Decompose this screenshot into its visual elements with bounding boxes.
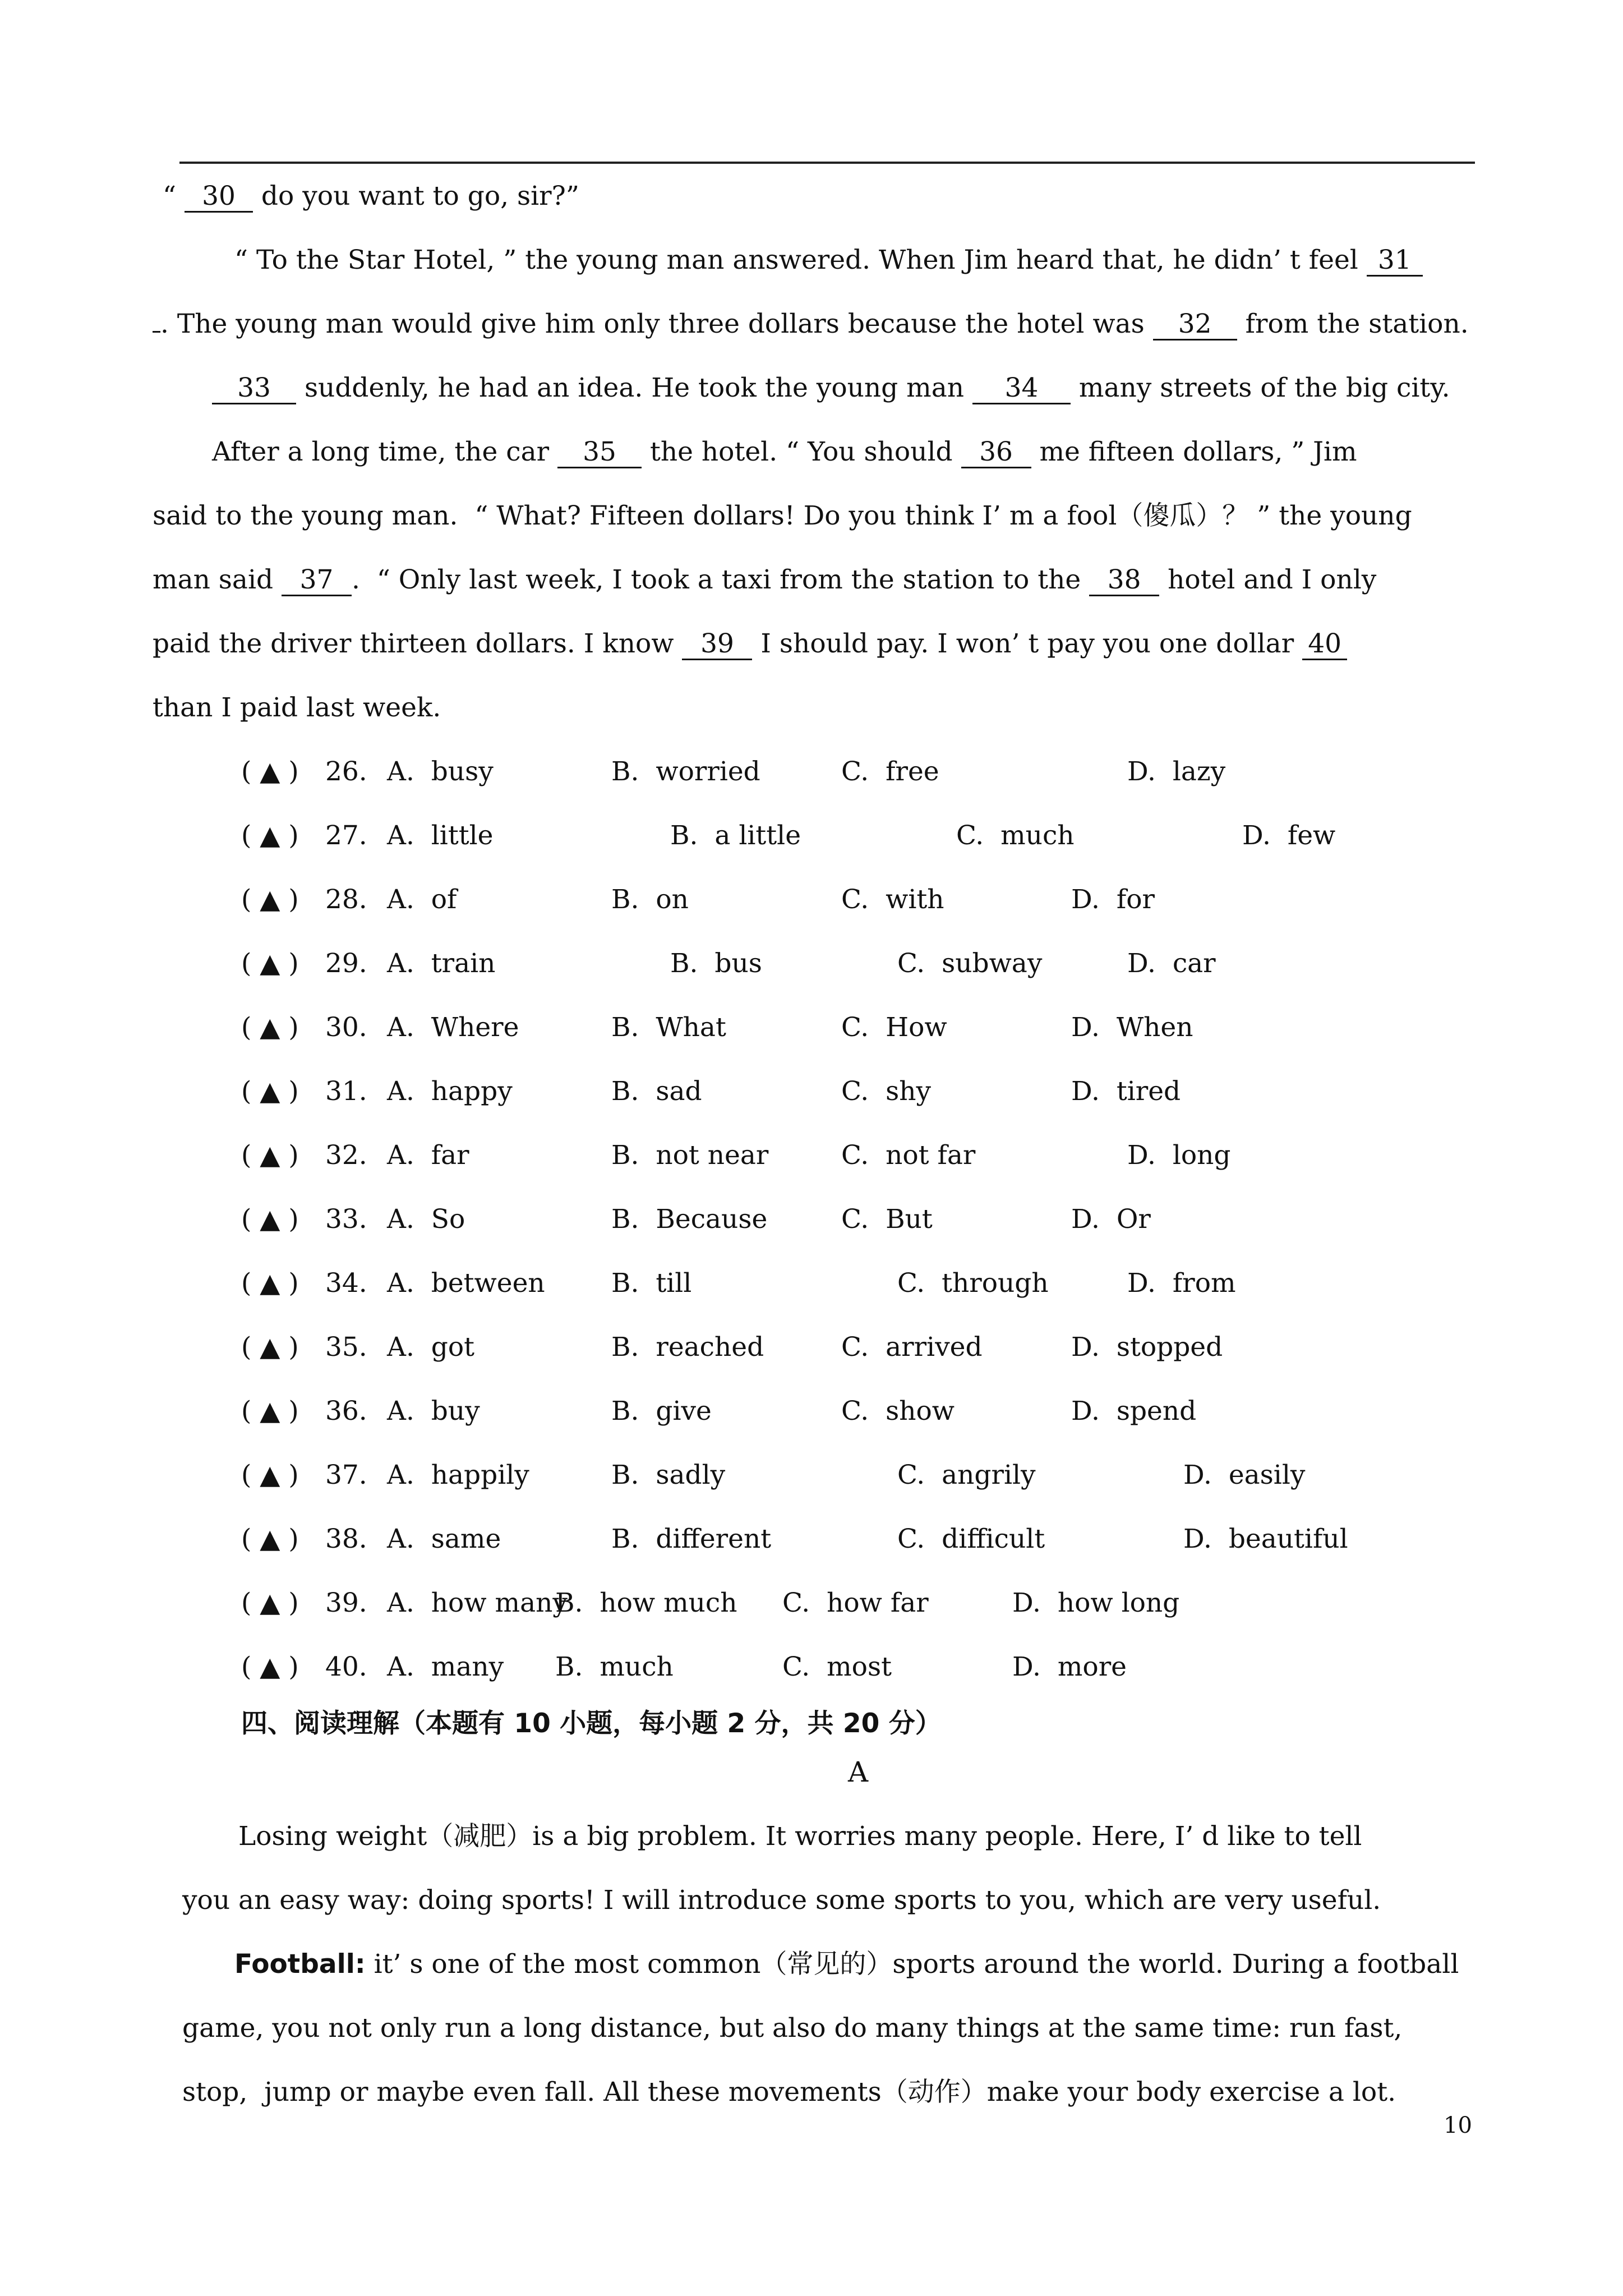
option-c: C. with [841,884,944,915]
option-d: D. from [1127,1268,1236,1299]
option-a: A. got [387,1332,475,1363]
option-a: A. how many [387,1588,568,1618]
option-b: B. a little [670,820,801,851]
answer-bracket: ( ▲ ) [241,756,299,787]
option-d: D. Or [1071,1204,1151,1235]
option-a: A. between [387,1268,545,1299]
question-number: 39. [325,1588,367,1618]
option-c: C. subway [897,948,1043,979]
option-b: B. how much [555,1588,737,1618]
option-c: C. arrived [841,1332,983,1363]
option-d: D. long [1127,1140,1231,1171]
reading-line-5: stop, jump or maybe even fall. All these movements（动作）make your body exercise a lot. [182,2077,1396,2108]
passage-line-7: man said 37 . “ Only last week, I took a taxi from the station to the 38 hotel and I only [153,564,1377,595]
passage-line-4: 33 suddenly, he had an idea. He took the young man 34 many streets of the big city. [212,371,1450,405]
blank-31: 31 [1367,246,1423,277]
option-c: C. how far [782,1588,929,1618]
passage-line-5: After a long time, the car 35 the hotel. “ You should 36 me fifteen dollars, ” Jim [212,436,1357,467]
blank-37: 37 [282,565,352,596]
blank-40: 40 [1302,629,1347,660]
option-b: B. sad [611,1076,702,1107]
passage-line-9: than I paid last week. [153,692,441,723]
option-b: B. on [611,884,689,915]
blank-38: 38 [1089,565,1159,596]
answer-bracket: ( ▲ ) [241,820,299,851]
question-row [0,1331,1623,1364]
blank-36: 36 [961,438,1031,468]
option-a: A. train [387,948,496,979]
option-c: C. much [956,820,1075,851]
option-b: B. give [611,1396,712,1427]
option-c: C. show [841,1396,955,1427]
question-number: 38. [325,1524,367,1554]
option-a: A. Where [387,1012,519,1043]
question-row [0,1395,1623,1428]
option-d: D. for [1071,884,1155,915]
reading-line-3: Football: it’ s one of the most common（常见的）sports around the world. During a football [234,1949,1459,1980]
header-rule [179,162,1475,164]
question-number: 32. [325,1140,367,1171]
option-d: D. spend [1071,1396,1197,1427]
blank-31-continuation [153,331,160,333]
question-row [0,1586,1623,1620]
passage-line-1: “ 30 do you want to go, sir?” [163,181,579,211]
option-c: C. angrily [897,1460,1036,1490]
option-c: C. through [897,1268,1049,1299]
reading-line-4: game, you not only run a long distance, but also do many things at the same time: run fast, [182,2013,1403,2044]
question-row [0,1650,1623,1684]
option-a: A. happily [387,1460,529,1490]
answer-bracket: ( ▲ ) [241,884,299,915]
answer-bracket: ( ▲ ) [241,1651,299,1682]
option-d: D. easily [1183,1460,1306,1490]
reading-line-2: you an easy way: doing sports! I will introduce some sports to you, which are very useful. [182,1885,1381,1916]
question-row [0,1458,1623,1492]
question-number: 31. [325,1076,367,1107]
option-d: D. When [1071,1012,1193,1043]
option-d: D. more [1012,1651,1127,1682]
question-number: 35. [325,1332,367,1363]
section-label: A [848,1756,869,1788]
answer-bracket: ( ▲ ) [241,1588,299,1618]
passage-line-2: “ To the Star Hotel, ” the young man answered. When Jim heard that, he didn’ t feel 31 [234,243,1423,277]
answer-bracket: ( ▲ ) [241,948,299,979]
question-row [0,1203,1623,1236]
option-c: C. most [782,1651,892,1682]
question-row [0,1075,1623,1108]
question-number: 37. [325,1460,367,1490]
question-row [0,819,1623,853]
option-a: A. same [387,1524,501,1554]
option-a: A. busy [387,756,494,787]
option-a: A. of [387,884,457,915]
answer-bracket: ( ▲ ) [241,1396,299,1427]
answer-bracket: ( ▲ ) [241,1268,299,1299]
option-a: A. buy [387,1396,480,1427]
option-b: B. Because [611,1204,768,1235]
option-c: C. shy [841,1076,932,1107]
question-row [0,755,1623,789]
question-row [0,1267,1623,1300]
answer-bracket: ( ▲ ) [241,1076,299,1107]
option-b: B. bus [670,948,762,979]
option-d: D. few [1242,820,1336,851]
question-number: 30. [325,1012,367,1043]
answer-bracket: ( ▲ ) [241,1204,299,1235]
option-c: C. not far [841,1140,976,1171]
passage-line-8: paid the driver thirteen dollars. I know 39 I should pay. I won’ t pay you one dollar 40 [153,627,1347,661]
question-row [0,947,1623,981]
question-number: 27. [325,820,367,851]
reading-line-1: Losing weight（减肥）is a big problem. It worries many people. Here, I’ d like to tell [238,1821,1362,1852]
option-a: A. So [387,1204,465,1235]
option-b: B. much [555,1651,674,1682]
option-c: C. How [841,1012,947,1043]
option-b: B. not near [611,1140,769,1171]
option-d: D. stopped [1071,1332,1223,1363]
answer-bracket: ( ▲ ) [241,1460,299,1490]
option-b: B. different [611,1524,772,1554]
question-row [0,1522,1623,1556]
question-number: 40. [325,1651,367,1682]
question-row [0,1011,1623,1045]
blank-35: 35 [557,438,642,468]
question-number: 26. [325,756,367,787]
answer-bracket: ( ▲ ) [241,1140,299,1171]
option-d: D. lazy [1127,756,1226,787]
option-a: A. happy [387,1076,513,1107]
blank-34: 34 [972,374,1071,404]
answer-bracket: ( ▲ ) [241,1332,299,1363]
option-d: D. car [1127,948,1216,979]
question-number: 28. [325,884,367,915]
page-number: 10 [1444,2113,1472,2138]
question-row [0,1139,1623,1172]
option-d: D. beautiful [1183,1524,1348,1554]
blank-33: 33 [212,374,296,404]
option-b: B. till [611,1268,692,1299]
option-c: C. free [841,756,939,787]
question-number: 29. [325,948,367,979]
option-c: C. difficult [897,1524,1045,1554]
option-c: C. But [841,1204,933,1235]
option-a: A. many [387,1651,504,1682]
option-a: A. little [387,820,494,851]
question-number: 34. [325,1268,367,1299]
option-b: B. worried [611,756,760,787]
blank-30: 30 [185,182,253,213]
section-heading: 四、阅读理解（本题有 10 小题，每小题 2 分，共 20 分） [241,1708,942,1739]
option-d: D. how long [1012,1588,1180,1618]
question-number: 33. [325,1204,367,1235]
answer-bracket: ( ▲ ) [241,1524,299,1554]
passage-line-3: . The young man would give him only three dollars because the hotel was 32 from the station. [153,307,1469,341]
blank-39: 39 [682,629,752,660]
football-label: Football: [234,1949,366,1980]
blank-32: 32 [1153,310,1237,341]
option-d: D. tired [1071,1076,1181,1107]
option-b: B. reached [611,1332,764,1363]
option-a: A. far [387,1140,469,1171]
passage-line-6: said to the young man. “ What? Fifteen dollars! Do you think I’ m a fool（傻瓜）？ ” the young [153,500,1412,531]
option-b: B. sadly [611,1460,726,1490]
question-number: 36. [325,1396,367,1427]
option-b: B. What [611,1012,726,1043]
answer-bracket: ( ▲ ) [241,1012,299,1043]
question-row [0,883,1623,917]
